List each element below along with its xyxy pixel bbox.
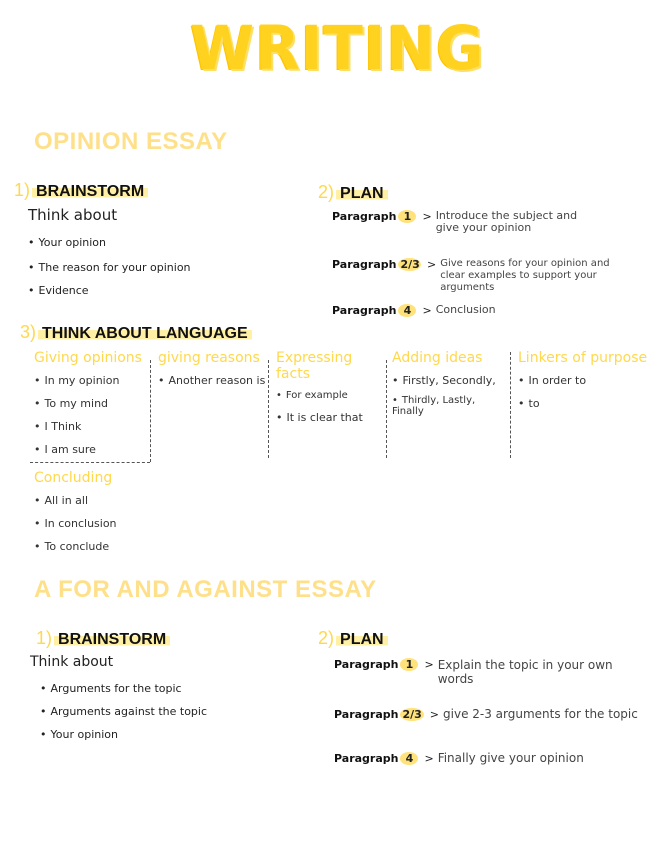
paragraph-description: Finally give your opinion bbox=[437, 751, 584, 765]
language-column-concluding bbox=[34, 470, 174, 561]
paragraph-number-badge: 2/3 bbox=[400, 258, 420, 271]
for-against-brainstorm-number: 1) bbox=[36, 628, 53, 648]
page-title: WRITING bbox=[190, 12, 485, 84]
column-divider bbox=[510, 352, 511, 458]
for-against-plan-row-2 bbox=[334, 708, 644, 721]
column-divider bbox=[386, 360, 387, 458]
list-item: • Arguments for the topic bbox=[40, 682, 207, 695]
paragraph-description: Introduce the subject and give your opinion bbox=[435, 209, 578, 234]
for-against-brainstorm-heading bbox=[36, 628, 170, 649]
list-item: • Evidence bbox=[28, 284, 191, 297]
list-item: • To my mind bbox=[34, 397, 152, 410]
for-against-plan-heading bbox=[318, 628, 388, 649]
column-heading: Linkers of purpose bbox=[518, 350, 648, 366]
for-against-brainstorm-list bbox=[40, 682, 207, 749]
column-divider bbox=[268, 360, 269, 458]
paragraph-number-badge: 4 bbox=[398, 304, 416, 317]
language-column-purpose bbox=[518, 350, 648, 418]
list-item: • Thirdly, Lastly, Finally bbox=[392, 395, 510, 417]
list-item: • For example bbox=[276, 390, 384, 401]
list-item: • Arguments against the topic bbox=[40, 705, 207, 718]
paragraph-label: Paragraph bbox=[334, 708, 399, 721]
paragraph-description: Give reasons for your opinion and clear examples to support your arguments bbox=[440, 258, 610, 293]
for-against-plan-row-1 bbox=[334, 658, 644, 686]
column-divider bbox=[30, 462, 150, 463]
paragraph-number-badge: 1 bbox=[398, 210, 416, 223]
opinion-brainstorm-number: 1) bbox=[14, 180, 31, 200]
opinion-plan-row-2 bbox=[332, 258, 632, 294]
paragraph-label: Paragraph bbox=[332, 210, 397, 223]
for-against-plan-title: PLAN bbox=[336, 631, 388, 648]
paragraph-description: give 2-3 arguments for the topic bbox=[443, 707, 638, 721]
opinion-brainstorm-list bbox=[28, 236, 191, 305]
list-item: • Firstly, Secondly, bbox=[392, 374, 510, 387]
arrow-icon: > bbox=[424, 752, 434, 765]
language-heading bbox=[20, 322, 252, 343]
arrow-icon: > bbox=[424, 658, 434, 671]
opinion-plan-title: PLAN bbox=[336, 185, 388, 202]
for-against-heading: A FOR AND AGAINST ESSAY bbox=[34, 576, 377, 603]
list-item: • Your opinion bbox=[28, 236, 191, 249]
opinion-brainstorm-intro: Think about bbox=[28, 206, 118, 224]
for-against-plan-number: 2) bbox=[318, 628, 335, 648]
opinion-plan-row-1 bbox=[332, 210, 632, 234]
for-against-brainstorm-title: BRAINSTORM bbox=[54, 631, 170, 648]
list-item: • I Think bbox=[34, 420, 152, 433]
paragraph-label: Paragraph bbox=[334, 658, 399, 671]
language-column-opinions bbox=[34, 350, 152, 464]
for-against-plan-row-3 bbox=[334, 752, 644, 765]
arrow-icon: > bbox=[427, 258, 437, 271]
paragraph-description: Conclusion bbox=[435, 303, 496, 316]
opinion-plan-heading bbox=[318, 182, 388, 203]
list-item: • All in all bbox=[34, 494, 174, 507]
paragraph-label: Paragraph bbox=[332, 258, 397, 271]
language-title: THINK ABOUT LANGUAGE bbox=[38, 325, 252, 342]
list-item: • Your opinion bbox=[40, 728, 207, 741]
list-item: • In conclusion bbox=[34, 517, 174, 530]
opinion-essay-heading: OPINION ESSAY bbox=[34, 128, 228, 155]
list-item: • to bbox=[518, 397, 648, 410]
list-item: • In order to bbox=[518, 374, 648, 387]
column-heading: Concluding bbox=[34, 470, 113, 486]
list-item: • The reason for your opinion bbox=[28, 261, 191, 274]
paragraph-description: Explain the topic in your own words bbox=[437, 658, 613, 686]
column-heading: giving reasons bbox=[158, 350, 260, 366]
list-item: • It is clear that bbox=[276, 411, 384, 424]
column-heading: Giving opinions bbox=[34, 350, 142, 366]
language-number: 3) bbox=[20, 322, 37, 342]
opinion-plan-row-3 bbox=[332, 304, 632, 317]
language-column-reasons bbox=[158, 350, 266, 395]
opinion-brainstorm-title: BRAINSTORM bbox=[32, 183, 148, 200]
column-heading: Adding ideas bbox=[392, 350, 483, 366]
opinion-plan-number: 2) bbox=[318, 182, 335, 202]
column-heading: Expressing facts bbox=[276, 350, 353, 382]
for-against-brainstorm-intro: Think about bbox=[30, 654, 114, 670]
list-item: • In my opinion bbox=[34, 374, 152, 387]
language-column-facts bbox=[276, 350, 384, 432]
language-column-adding bbox=[392, 350, 510, 425]
list-item: • I am sure bbox=[34, 443, 152, 456]
paragraph-label: Paragraph bbox=[334, 752, 399, 765]
arrow-icon: > bbox=[422, 210, 432, 223]
paragraph-number-badge: 1 bbox=[400, 658, 418, 671]
opinion-brainstorm-heading bbox=[14, 180, 148, 201]
paragraph-number-badge: 4 bbox=[400, 752, 418, 765]
arrow-icon: > bbox=[422, 304, 432, 317]
list-item: • Another reason is bbox=[158, 374, 266, 387]
column-divider bbox=[150, 360, 151, 462]
paragraph-label: Paragraph bbox=[332, 304, 397, 317]
list-item: • To conclude bbox=[34, 540, 174, 553]
arrow-icon: > bbox=[429, 708, 440, 721]
paragraph-number-badge: 2/3 bbox=[402, 708, 422, 721]
